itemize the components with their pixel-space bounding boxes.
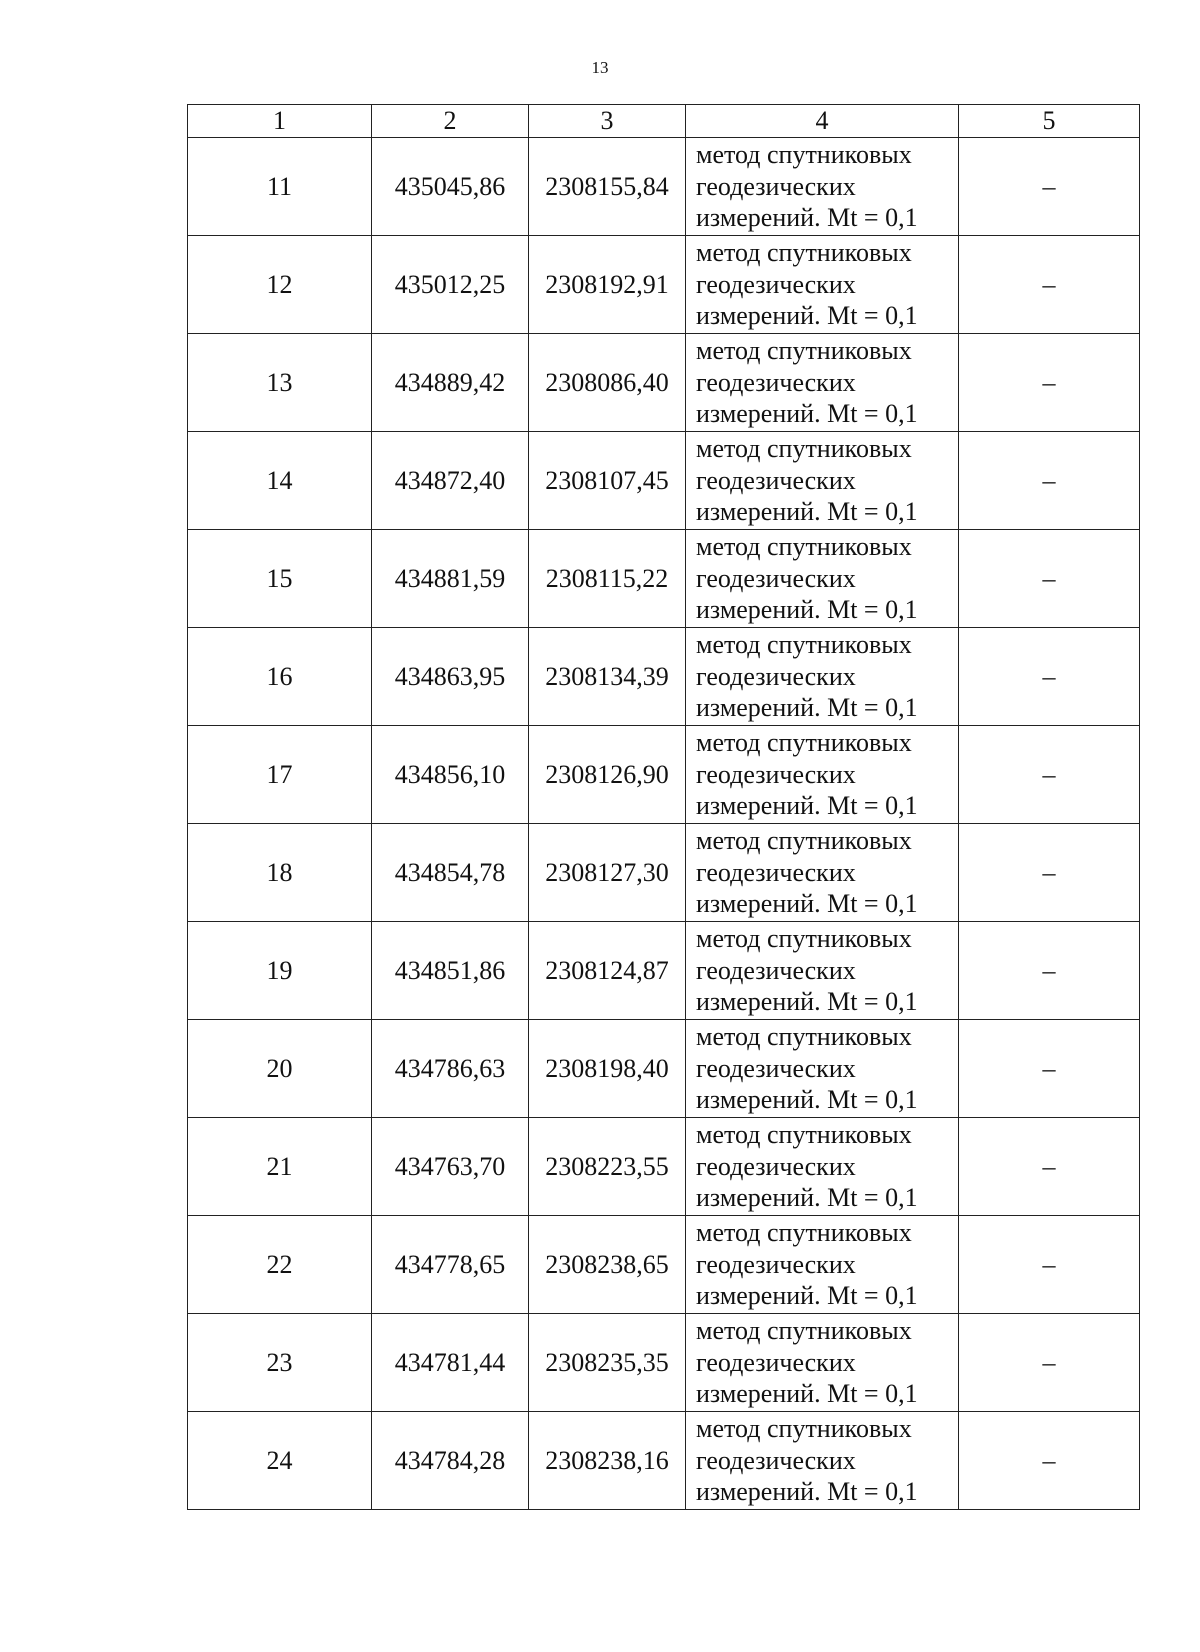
table-row: [188, 726, 1140, 824]
method-line: метод спутниковых: [696, 1316, 912, 1346]
point-number-cell: 21: [188, 1118, 372, 1216]
point-number-cell: 12: [188, 236, 372, 334]
method-line: геодезических: [696, 1249, 856, 1279]
table-row: [188, 530, 1140, 628]
column-header-2: 2: [372, 105, 529, 138]
y-coordinate-cell: 2308134,39: [529, 628, 686, 726]
y-coordinate-cell: 2308127,30: [529, 824, 686, 922]
table-row: [188, 824, 1140, 922]
x-coordinate-cell: 434863,95: [372, 628, 529, 726]
method-line: метод спутниковых: [696, 1414, 912, 1444]
y-coordinate-cell: 2308107,45: [529, 432, 686, 530]
point-number-cell: 23: [188, 1314, 372, 1412]
point-number-cell: 18: [188, 824, 372, 922]
table-row: [188, 138, 1140, 236]
note-cell: –: [959, 1020, 1140, 1118]
note-cell: –: [959, 138, 1140, 236]
method-cell: [686, 1314, 959, 1412]
point-number-cell: 20: [188, 1020, 372, 1118]
note-cell: –: [959, 726, 1140, 824]
method-line: геодезических: [696, 759, 856, 789]
method-cell: [686, 1020, 959, 1118]
method-cell: [686, 138, 959, 236]
method-line: метод спутниковых: [696, 924, 912, 954]
table-row: [188, 1314, 1140, 1412]
table-row: [188, 628, 1140, 726]
method-line: геодезических: [696, 563, 856, 593]
method-line: метод спутниковых: [696, 140, 912, 170]
method-cell: [686, 432, 959, 530]
point-number-cell: 19: [188, 922, 372, 1020]
y-coordinate-cell: 2308238,16: [529, 1412, 686, 1510]
note-cell: –: [959, 334, 1140, 432]
x-coordinate-cell: 435045,86: [372, 138, 529, 236]
x-coordinate-cell: 434872,40: [372, 432, 529, 530]
method-cell: [686, 1118, 959, 1216]
method-line: измерений. Mt = 0,1: [696, 1379, 918, 1409]
method-line: геодезических: [696, 465, 856, 495]
table-row: [188, 432, 1140, 530]
y-coordinate-cell: 2308198,40: [529, 1020, 686, 1118]
y-coordinate-cell: 2308235,35: [529, 1314, 686, 1412]
note-cell: –: [959, 1412, 1140, 1510]
point-number-cell: 22: [188, 1216, 372, 1314]
method-line: измерений. Mt = 0,1: [696, 595, 918, 625]
column-header-1: 1: [188, 105, 372, 138]
x-coordinate-cell: 434881,59: [372, 530, 529, 628]
y-coordinate-cell: 2308115,22: [529, 530, 686, 628]
method-line: измерений. Mt = 0,1: [696, 1281, 918, 1311]
point-number-cell: 24: [188, 1412, 372, 1510]
method-line: измерений. Mt = 0,1: [696, 1085, 918, 1115]
y-coordinate-cell: 2308124,87: [529, 922, 686, 1020]
method-line: измерений. Mt = 0,1: [696, 1477, 918, 1507]
method-line: измерений. Mt = 0,1: [696, 693, 918, 723]
method-line: метод спутниковых: [696, 630, 912, 660]
method-cell: [686, 236, 959, 334]
x-coordinate-cell: 434856,10: [372, 726, 529, 824]
x-coordinate-cell: 435012,25: [372, 236, 529, 334]
method-line: метод спутниковых: [696, 1022, 912, 1052]
x-coordinate-cell: 434851,86: [372, 922, 529, 1020]
method-line: геодезических: [696, 1445, 856, 1475]
method-line: геодезических: [696, 1053, 856, 1083]
method-line: измерений. Mt = 0,1: [696, 1183, 918, 1213]
point-number-cell: 13: [188, 334, 372, 432]
x-coordinate-cell: 434781,44: [372, 1314, 529, 1412]
method-line: измерений. Mt = 0,1: [696, 203, 918, 233]
note-cell: –: [959, 1216, 1140, 1314]
method-line: геодезических: [696, 171, 856, 201]
method-cell: [686, 334, 959, 432]
table-row: [188, 1216, 1140, 1314]
column-header-3: 3: [529, 105, 686, 138]
method-cell: [686, 726, 959, 824]
note-cell: –: [959, 824, 1140, 922]
x-coordinate-cell: 434854,78: [372, 824, 529, 922]
method-line: метод спутниковых: [696, 728, 912, 758]
column-header-4: 4: [686, 105, 959, 138]
note-cell: –: [959, 236, 1140, 334]
y-coordinate-cell: 2308155,84: [529, 138, 686, 236]
method-cell: [686, 628, 959, 726]
method-line: геодезических: [696, 955, 856, 985]
method-cell: [686, 1216, 959, 1314]
table-row: [188, 1412, 1140, 1510]
table-row: [188, 334, 1140, 432]
y-coordinate-cell: 2308223,55: [529, 1118, 686, 1216]
method-line: метод спутниковых: [696, 1120, 912, 1150]
point-number-cell: 17: [188, 726, 372, 824]
table-row: [188, 1118, 1140, 1216]
column-header-5: 5: [959, 105, 1140, 138]
x-coordinate-cell: 434778,65: [372, 1216, 529, 1314]
point-number-cell: 14: [188, 432, 372, 530]
note-cell: –: [959, 1314, 1140, 1412]
method-line: геодезических: [696, 661, 856, 691]
table-row: [188, 236, 1140, 334]
method-line: метод спутниковых: [696, 336, 912, 366]
method-line: измерений. Mt = 0,1: [696, 497, 918, 527]
note-cell: –: [959, 1118, 1140, 1216]
coordinates-table: [187, 104, 1140, 1510]
table-body: [188, 138, 1140, 1510]
method-line: измерений. Mt = 0,1: [696, 791, 918, 821]
method-cell: [686, 824, 959, 922]
method-line: геодезических: [696, 367, 856, 397]
method-line: геодезических: [696, 1151, 856, 1181]
method-line: измерений. Mt = 0,1: [696, 987, 918, 1017]
method-line: измерений. Mt = 0,1: [696, 399, 918, 429]
point-number-cell: 15: [188, 530, 372, 628]
y-coordinate-cell: 2308126,90: [529, 726, 686, 824]
y-coordinate-cell: 2308192,91: [529, 236, 686, 334]
x-coordinate-cell: 434784,28: [372, 1412, 529, 1510]
method-cell: [686, 530, 959, 628]
table-row: [188, 922, 1140, 1020]
method-line: геодезических: [696, 269, 856, 299]
method-line: геодезических: [696, 1347, 856, 1377]
note-cell: –: [959, 922, 1140, 1020]
note-cell: –: [959, 432, 1140, 530]
point-number-cell: 11: [188, 138, 372, 236]
x-coordinate-cell: 434786,63: [372, 1020, 529, 1118]
method-line: измерений. Mt = 0,1: [696, 889, 918, 919]
page-number: 13: [591, 58, 609, 77]
method-cell: [686, 1412, 959, 1510]
x-coordinate-cell: 434763,70: [372, 1118, 529, 1216]
x-coordinate-cell: 434889,42: [372, 334, 529, 432]
table-row: [188, 1020, 1140, 1118]
y-coordinate-cell: 2308086,40: [529, 334, 686, 432]
method-line: метод спутниковых: [696, 826, 912, 856]
note-cell: –: [959, 530, 1140, 628]
header-row: [188, 105, 1140, 138]
method-cell: [686, 922, 959, 1020]
method-line: метод спутниковых: [696, 532, 912, 562]
method-line: метод спутниковых: [696, 1218, 912, 1248]
method-line: измерений. Mt = 0,1: [696, 301, 918, 331]
note-cell: –: [959, 628, 1140, 726]
y-coordinate-cell: 2308238,65: [529, 1216, 686, 1314]
method-line: метод спутниковых: [696, 434, 912, 464]
point-number-cell: 16: [188, 628, 372, 726]
method-line: метод спутниковых: [696, 238, 912, 268]
method-line: геодезических: [696, 857, 856, 887]
